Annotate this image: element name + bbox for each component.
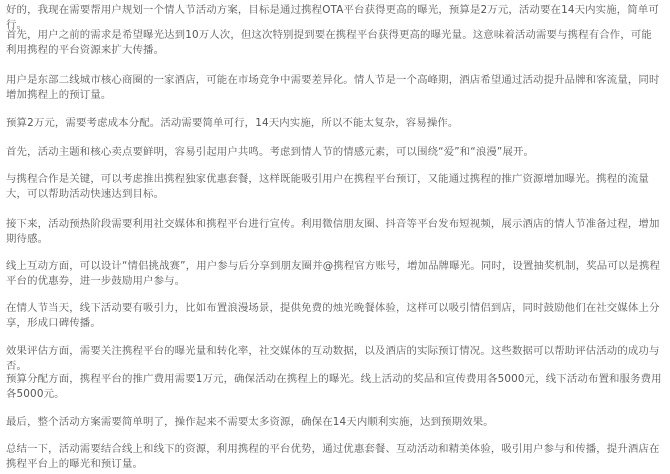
paragraph-hotel-context: 用户是东部二线城市核心商圈的一家酒店，可能在市场竞争中需要差异化。情人节是一个高峰期，酒店希望通过活动提升品牌和客流量，同时增加携程上的预订量。 xyxy=(6,74,660,101)
paragraph-budget-allocation: 预算分配方面，携程平台的推广费用需要1万元，确保活动在携程上的曝光。线上活动的奖品和宣传费用各5000元，线下活动布置和服务费用各5000元。 xyxy=(6,373,662,400)
paragraph-budget: 预算2万元，需要考虑成本分配。活动需要简单可行，14天内实施，所以不能太复杂，容易操作。 xyxy=(6,117,459,129)
paragraph-evaluation: 效果评估方面，需要关注携程平台的曝光量和转化率，社交媒体的互动数据，以及酒店的实际预订情况。这些数据可以帮助评估活动的成功与否。 xyxy=(6,345,660,372)
paragraph-summary: 总结一下，活动需要结合线上和线下的资源，利用携程的平台优势，通过优惠套餐、互动活动和精美体验，吸引用户参与和传播，提升酒店在携程平台上的曝光和预订量。 xyxy=(6,443,660,470)
paragraph-online-interaction: 线上互动方面，可以设计“情侣挑战赛”，用户参与后分享到朋友圈并@携程官方账号，增加品牌曝光。同时，设置抽奖机制，奖品可以是携程平台的优惠券，进一步鼓励用户参与。 xyxy=(6,260,661,287)
paragraph-offline-event: 在情人节当天，线下活动要有吸引力，比如布置浪漫场景，提供免费的烛光晚餐体验，这样可以吸引情侣到店，同时鼓励他们在社交媒体上分享，形成口碑传播。 xyxy=(6,302,660,329)
paragraph-intro: 好的，我现在需要帮用户规划一个情人节活动方案，目标是通过携程OTA平台获得更高的曝光，预算是2万元，活动要在14天内实施，简单可行。 xyxy=(6,4,659,31)
paragraph-final-note: 最后，整个活动方案需要简单明了，操作起来不需要太多资源，确保在14天内顺利实施，达到预期效果。 xyxy=(6,416,494,428)
paragraph-exposure-goal: 首先，用户之前的需求是希望曝光达到10万人次，但这次特别提到要在携程平台获得更高的曝光量。这意味着活动需要与携程有合作，可能利用携程的平台资源来扩大传播。 xyxy=(6,29,652,56)
paragraph-warmup: 接下来，活动预热阶段需要利用社交媒体和携程平台进行宣传。利用微信朋友圈、抖音等平台发布短视频，展示酒店的情人节准备过程，增加期待感。 xyxy=(6,218,660,245)
paragraph-ctrip-partnership: 与携程合作是关键，可以考虑推出携程独家优惠套餐，这样既能吸引用户在携程平台预订，又能通过携程的推广资源增加曝光。携程的流量大，可以帮助活动快速达到目标。 xyxy=(6,173,649,200)
paragraph-theme: 首先，活动主题和核心卖点要鲜明，容易引起用户共鸣。考虑到情人节的情感元素，可以围绕“爱”和“浪漫”展开。 xyxy=(6,146,535,158)
